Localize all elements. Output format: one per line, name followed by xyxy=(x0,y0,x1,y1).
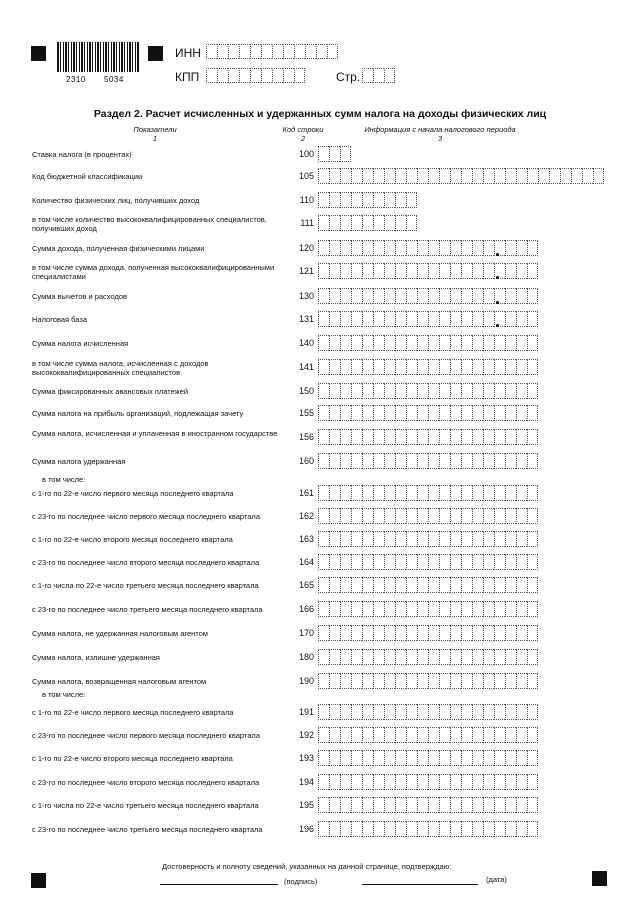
row-code-120: 120 xyxy=(298,243,314,253)
row-code-192: 192 xyxy=(298,730,314,740)
corner-marker-bottom-right xyxy=(592,871,607,886)
row-field-160[interactable] xyxy=(318,453,538,469)
row-field-165[interactable] xyxy=(318,577,538,593)
row-label-163: с 1-го по 22-е число второго месяца последнего квартала xyxy=(32,535,233,544)
row-code-150: 150 xyxy=(298,386,314,396)
row-field-190[interactable] xyxy=(318,673,538,689)
confirm-text: Достоверность и полноту сведений, указанных на данной странице, подтверждаю: xyxy=(162,862,452,871)
column-header-info-number: 3 xyxy=(437,134,443,143)
row-label-105: Код бюджетной классификации xyxy=(32,172,143,181)
column-header-info-label: Информация с начала налогового периода xyxy=(364,125,516,134)
barcode-number-2: 5034 xyxy=(104,75,124,84)
row-field-195[interactable] xyxy=(318,797,538,813)
row-field-131[interactable] xyxy=(318,311,538,327)
row-label-120: Сумма дохода, полученная физическими лицами xyxy=(32,244,205,253)
barcode-number-1: 2310 xyxy=(66,75,86,84)
row-label-195: с 1-го числа по 22-е число третьего месяца последнего квартала xyxy=(32,801,259,810)
row-field-140[interactable] xyxy=(318,335,538,351)
signature-label: (подпись) xyxy=(284,877,318,886)
row-code-156: 156 xyxy=(298,432,314,442)
row-field-164[interactable] xyxy=(318,554,538,570)
row-code-170: 170 xyxy=(298,628,314,638)
kpp-field[interactable] xyxy=(206,68,305,83)
page-label: Стр. xyxy=(336,70,361,84)
corner-marker-top-right xyxy=(148,46,163,61)
column-header-indicators-label: Показатели xyxy=(133,125,177,134)
row-label-191: с 1-го по 22-е число первого месяца последнего квартала xyxy=(32,708,234,717)
row-label-162: с 23-го по последнее число первого месяца последнего квартала xyxy=(32,512,260,521)
row-label-111: в том числе количество высококвалифицированных специалистов, получивших доход xyxy=(32,215,267,233)
row-code-161: 161 xyxy=(298,488,314,498)
row-field-111[interactable] xyxy=(318,215,417,231)
row-code-164: 164 xyxy=(298,557,314,567)
row-code-140: 140 xyxy=(298,338,314,348)
barcode xyxy=(57,42,139,72)
row-field-155[interactable] xyxy=(318,405,538,421)
decimal-point xyxy=(496,253,499,256)
row-field-130[interactable] xyxy=(318,288,538,304)
row-code-100: 100 xyxy=(298,149,314,159)
row-field-196[interactable] xyxy=(318,821,538,837)
column-header-line-code-number: 2 xyxy=(300,134,306,143)
row-code-160: 160 xyxy=(298,456,314,466)
row-label-140: Сумма налога исчисленная xyxy=(32,339,129,348)
row-label-190: Сумма налога, возвращенная налоговым агентом xyxy=(32,677,207,686)
row-label-155: Сумма налога на прибыль организаций, подлежащая зачету xyxy=(32,409,244,418)
row-field-192[interactable] xyxy=(318,727,538,743)
row-label-131: Налоговая база xyxy=(32,315,87,324)
row-code-131: 131 xyxy=(298,314,314,324)
decimal-point xyxy=(496,324,499,327)
incl-label-1: в том числе: xyxy=(42,475,86,484)
row-field-161[interactable] xyxy=(318,485,538,501)
row-field-170[interactable] xyxy=(318,625,538,641)
row-code-191: 191 xyxy=(298,707,314,717)
row-code-166: 166 xyxy=(298,604,314,614)
column-header-indicators xyxy=(90,125,220,143)
row-label-170: Сумма налога, не удержанная налоговым агентом xyxy=(32,629,208,638)
row-code-196: 196 xyxy=(298,824,314,834)
decimal-point xyxy=(496,301,499,304)
row-label-141: в том числе сумма налога, исчисленная с доходов высококвалифицированных специалистов xyxy=(32,359,209,377)
kpp-label: КПП xyxy=(175,70,200,84)
row-label-161: с 1-го по 22-е число первого месяца последнего квартала xyxy=(32,489,234,498)
row-code-190: 190 xyxy=(298,676,314,686)
row-label-130: Сумма вычетов и расходов xyxy=(32,292,128,301)
corner-marker-top-left xyxy=(31,46,46,61)
row-code-155: 155 xyxy=(298,408,314,418)
date-line[interactable] xyxy=(362,884,478,885)
row-field-162[interactable] xyxy=(318,508,538,524)
row-code-162: 162 xyxy=(298,511,314,521)
row-label-150: Сумма фиксированных авансовых платежей xyxy=(32,387,189,396)
row-code-105: 105 xyxy=(298,171,314,181)
row-code-194: 194 xyxy=(298,777,314,787)
row-code-111: 111 xyxy=(300,218,314,228)
row-code-163: 163 xyxy=(298,534,314,544)
column-header-line-code-label: Код строки xyxy=(282,125,324,134)
decimal-point xyxy=(496,276,499,279)
row-code-130: 130 xyxy=(298,291,314,301)
row-label-165: с 1-го числа по 22-е число третьего месяца последнего квартала xyxy=(32,581,259,590)
row-code-121: 121 xyxy=(298,266,314,276)
row-label-156: Сумма налога, исчисленная и уплаченная в иностранном государстве xyxy=(32,429,278,438)
corner-marker-bottom-left xyxy=(31,873,46,888)
inn-field[interactable] xyxy=(206,44,338,59)
row-code-180: 180 xyxy=(298,652,314,662)
row-field-121[interactable] xyxy=(318,263,538,279)
row-field-120[interactable] xyxy=(318,240,538,256)
row-field-191[interactable] xyxy=(318,704,538,720)
section-title: Раздел 2. Расчет исчисленных и удержанных сумм налога на доходы физических лиц xyxy=(93,108,547,120)
signature-line[interactable] xyxy=(160,884,278,885)
row-label-100: Ставка налога (в процентах) xyxy=(32,150,132,159)
page-number-field[interactable] xyxy=(362,68,395,83)
column-header-indicators-number: 1 xyxy=(152,134,158,143)
row-field-150[interactable] xyxy=(318,383,538,399)
incl-label-2: в том числе: xyxy=(42,690,86,699)
row-label-160: Сумма налога удержанная xyxy=(32,457,126,466)
row-label-164: с 23-го по последнее число второго месяца последнего квартала xyxy=(32,558,260,567)
row-field-156[interactable] xyxy=(318,429,538,445)
row-label-180: Сумма налога, излишне удержанная xyxy=(32,653,160,662)
row-field-110[interactable] xyxy=(318,192,417,208)
column-header-line-code xyxy=(278,125,328,143)
row-code-193: 193 xyxy=(298,753,314,763)
row-label-194: с 23-го по последнее число второго месяца последнего квартала xyxy=(32,778,260,787)
row-label-196: с 23-го по последнее число третьего месяца последнего квартала xyxy=(32,825,263,834)
row-field-141[interactable] xyxy=(318,359,538,375)
row-field-194[interactable] xyxy=(318,774,538,790)
row-label-121: в том числе сумма дохода, полученная высококвалифицированными специалистами xyxy=(32,263,275,281)
date-label: (дата) xyxy=(486,875,507,884)
row-code-110: 110 xyxy=(299,195,314,205)
row-field-166[interactable] xyxy=(318,601,538,617)
row-code-141: 141 xyxy=(298,362,314,372)
row-field-105[interactable] xyxy=(318,168,604,184)
row-field-100[interactable] xyxy=(318,146,351,162)
row-label-110: Количество физических лиц, получивших доход xyxy=(32,196,200,205)
row-label-166: с 23-го по последнее число третьего месяца последнего квартала xyxy=(32,605,263,614)
row-field-163[interactable] xyxy=(318,531,538,547)
row-label-193: с 1-го по 22-е число второго месяца последнего квартала xyxy=(32,754,233,763)
row-field-193[interactable] xyxy=(318,750,538,766)
row-code-165: 165 xyxy=(298,580,314,590)
row-code-195: 195 xyxy=(298,800,314,810)
row-field-180[interactable] xyxy=(318,649,538,665)
column-header-info xyxy=(345,125,535,143)
row-label-192: с 23-го по последнее число первого месяца последнего квартала xyxy=(32,731,260,740)
inn-label: ИНН xyxy=(175,46,201,60)
